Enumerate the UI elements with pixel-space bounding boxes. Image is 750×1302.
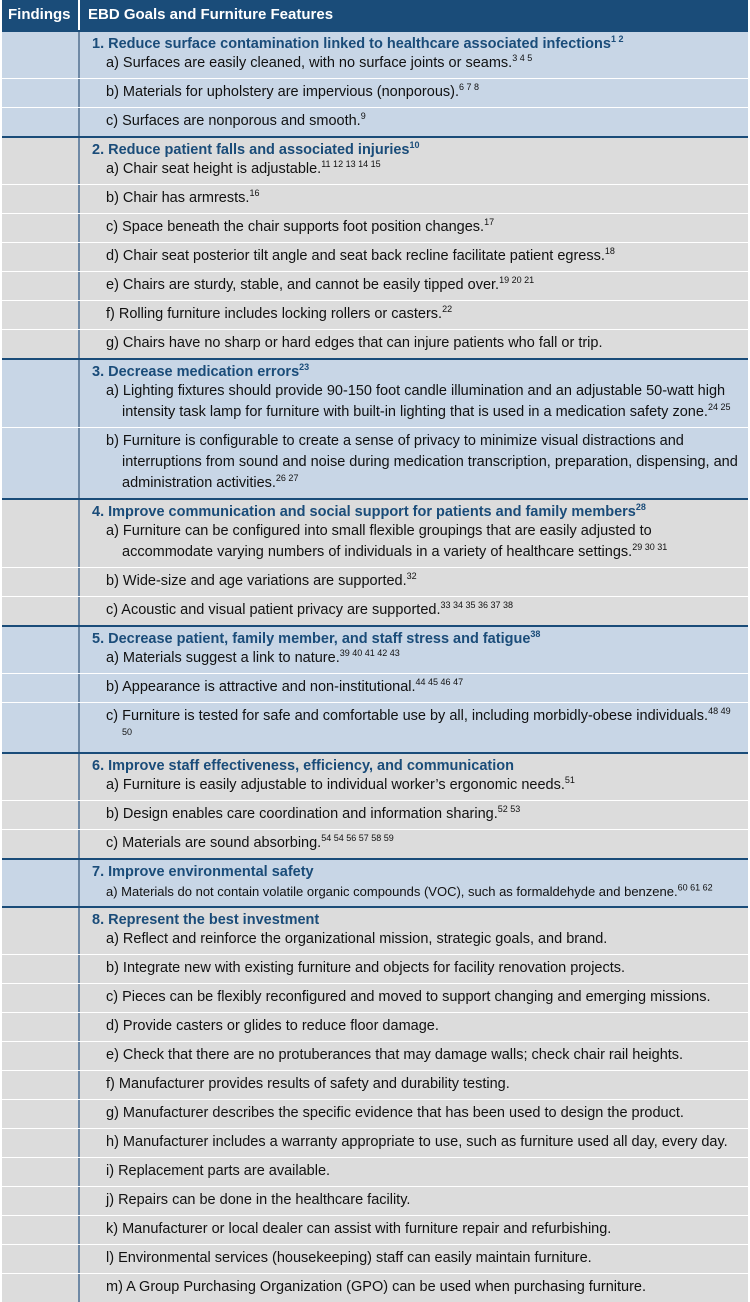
feature-item-text: m) A Group Purchasing Organization (GPO) can be used when purchasing furniture.: [106, 1279, 647, 1295]
feature-item: [86, 1248, 738, 1269]
feature-item-text: e) Chairs are sturdy, stable, and cannot be easily tipped over.: [106, 277, 500, 293]
group-title-text: 8. Represent the best investment: [92, 912, 320, 928]
findings-cell: [2, 1245, 80, 1273]
group-row: [2, 498, 748, 567]
table-body: [2, 30, 748, 1302]
feature-item-body: [106, 804, 738, 825]
group-title-footnote: 28: [635, 502, 646, 513]
feature-item-text: b) Design enables care coordination and information sharing.: [106, 806, 498, 822]
content-cell: [80, 330, 748, 358]
feature-item-body: [106, 571, 738, 592]
feature-item: [86, 648, 738, 669]
content-cell: [80, 1216, 748, 1244]
item-row: [2, 1012, 748, 1041]
feature-item-text: i) Replacement parts are available.: [106, 1163, 331, 1179]
feature-item: [86, 677, 738, 698]
goals-column-header: EBD Goals and Furniture Features: [88, 6, 334, 23]
content-cell: [80, 1100, 748, 1128]
item-row: [2, 1273, 748, 1302]
content-cell: [80, 984, 748, 1012]
content-cell: [80, 754, 748, 800]
feature-item-text: a) Furniture can be configured into small flexible groupings that are easily adjusted to accommodate varying numbers of individuals in a variety of healthcare settings.: [106, 523, 652, 560]
feature-item: [86, 521, 738, 563]
feature-item-body: [106, 333, 738, 354]
findings-cell: [2, 1129, 80, 1157]
findings-cell: [2, 801, 80, 829]
item-row: [2, 213, 748, 242]
findings-cell: [2, 674, 80, 702]
feature-item-body: [106, 1248, 738, 1269]
feature-item: [86, 1161, 738, 1182]
feature-item-text: c) Furniture is tested for safe and comfortable use by all, including morbidly-obese individuals.: [106, 708, 709, 724]
content-cell: [80, 214, 748, 242]
feature-item-body: [106, 275, 738, 296]
feature-item-text: c) Acoustic and visual patient privacy are supported.: [106, 602, 441, 618]
findings-cell: [2, 32, 80, 78]
feature-item: [86, 53, 738, 74]
group-title-text: 7. Improve environmental safety: [92, 864, 314, 880]
group-row: [2, 752, 748, 800]
findings-cell: [2, 1071, 80, 1099]
item-row: [2, 673, 748, 702]
feature-item-footnote: 24 25: [707, 402, 731, 413]
feature-item-footnote: 51: [564, 775, 575, 786]
feature-item-text: c) Space beneath the chair supports foot position changes.: [106, 219, 485, 235]
item-row: [2, 1041, 748, 1070]
findings-cell: [2, 568, 80, 596]
item-row: [2, 329, 748, 358]
feature-item-text: l) Environmental services (housekeeping) staff can easily maintain furniture.: [106, 1250, 592, 1266]
feature-item-body: [106, 188, 738, 209]
feature-item-body: [106, 1132, 738, 1153]
feature-item: [86, 987, 738, 1008]
content-cell: [80, 1071, 748, 1099]
findings-cell: [2, 984, 80, 1012]
findings-cell: [2, 703, 80, 752]
feature-item: [86, 217, 738, 238]
group-title: [86, 863, 738, 881]
feature-item: [86, 1277, 738, 1298]
feature-item-footnote: 6 7 8: [458, 82, 480, 93]
content-cell: [80, 1129, 748, 1157]
feature-item: [86, 82, 738, 103]
feature-item-body: [106, 53, 738, 74]
findings-cell: [2, 500, 80, 567]
findings-cell: [2, 955, 80, 983]
findings-cell: [2, 428, 80, 498]
feature-item-body: [106, 958, 738, 979]
item-row: [2, 1157, 748, 1186]
group-row: [2, 906, 748, 954]
feature-item: [86, 381, 738, 423]
feature-item-footnote: 60 61 62: [677, 882, 713, 893]
feature-item: [86, 333, 738, 354]
content-cell: [80, 674, 748, 702]
feature-item-text: j) Repairs can be done in the healthcare facility.: [106, 1192, 411, 1208]
feature-item-text: a) Surfaces are easily cleaned, with no surface joints or seams.: [106, 55, 513, 71]
feature-item-body: [106, 431, 738, 494]
feature-item-body: [106, 1161, 738, 1182]
content-cell: [80, 908, 748, 954]
item-row: [2, 242, 748, 271]
feature-item-body: [106, 833, 738, 854]
feature-item-footnote: 54 54 56 57 58 59: [321, 833, 394, 844]
feature-item-body: [106, 217, 738, 238]
feature-item-body: [106, 304, 738, 325]
group-title: [86, 503, 738, 521]
feature-item-body: [106, 82, 738, 103]
feature-item-body: [106, 159, 738, 180]
feature-item-body: [106, 648, 738, 669]
group-row: [2, 136, 748, 184]
content-cell: [80, 1274, 748, 1302]
feature-item-footnote: 39 40 41 42 43: [339, 648, 400, 659]
group-title: [86, 911, 738, 929]
feature-item: [86, 1103, 738, 1124]
item-row: [2, 954, 748, 983]
feature-item-body: [106, 775, 738, 796]
feature-item-body: [106, 677, 738, 698]
feature-item-text: a) Lighting fixtures should provide 90-150 foot candle illumination and an adjustable 50-watt high intensity task lamp for furniture with built-in lighting that is used in a medication safety zone.: [106, 383, 726, 420]
feature-item-text: k) Manufacturer or local dealer can assist with furniture repair and refurbishing.: [106, 1221, 612, 1237]
feature-item-footnote: 52 53: [497, 804, 521, 815]
feature-item: [86, 571, 738, 592]
feature-item-text: f) Manufacturer provides results of safety and durability testing.: [106, 1076, 510, 1092]
group-title-text: 4. Improve communication and social support for patients and family members: [92, 504, 636, 520]
feature-item: [86, 600, 738, 621]
content-cell: [80, 138, 748, 184]
findings-cell: [2, 79, 80, 107]
feature-item: [86, 1190, 738, 1211]
feature-item-body: [106, 1277, 738, 1298]
group-title-text: 3. Decrease medication errors: [92, 364, 300, 380]
findings-cell: [2, 860, 80, 906]
item-row: [2, 107, 748, 136]
feature-item-body: [106, 1219, 738, 1240]
feature-item: [86, 958, 738, 979]
item-row: [2, 1244, 748, 1273]
feature-item-text: e) Check that there are no protuberances that may damage walls; check chair rail heights.: [106, 1047, 684, 1063]
content-cell: [80, 801, 748, 829]
feature-item-text: g) Chairs have no sharp or hard edges that can injure patients who fall or trip.: [106, 335, 603, 351]
feature-item: [86, 431, 738, 494]
feature-item-body: [106, 987, 738, 1008]
content-cell: [80, 301, 748, 329]
content-cell: [80, 360, 748, 427]
feature-item-body: [106, 521, 738, 563]
findings-cell: [2, 1158, 80, 1186]
feature-item-text: b) Chair has armrests.: [106, 190, 250, 206]
item-row: [2, 596, 748, 625]
feature-item: [86, 1132, 738, 1153]
item-row: [2, 184, 748, 213]
feature-item-text: c) Surfaces are nonporous and smooth.: [106, 113, 361, 129]
feature-item: [86, 1045, 738, 1066]
item-row: [2, 427, 748, 498]
content-cell: [80, 830, 748, 858]
content-cell: [80, 1042, 748, 1070]
group-title: [86, 141, 738, 159]
content-cell: [80, 500, 748, 567]
findings-cell: [2, 108, 80, 136]
feature-item-text: b) Integrate new with existing furniture and objects for facility renovation projects.: [106, 960, 626, 976]
ebd-table: [2, 0, 748, 1302]
feature-item-body: [106, 111, 738, 132]
findings-cell: [2, 138, 80, 184]
content-cell: [80, 860, 748, 906]
group-title: [86, 757, 738, 775]
feature-item-body: [106, 1074, 738, 1095]
item-row: [2, 1215, 748, 1244]
feature-item-footnote: 18: [604, 246, 615, 257]
findings-cell: [2, 272, 80, 300]
feature-item: [86, 275, 738, 296]
item-row: [2, 1070, 748, 1099]
content-cell: [80, 1245, 748, 1273]
group-title-footnote: 10: [409, 140, 420, 151]
feature-item-footnote: 17: [484, 217, 495, 228]
findings-cell: [2, 627, 80, 673]
feature-item-text: a) Furniture is easily adjustable to individual worker’s ergonomic needs.: [106, 777, 565, 793]
feature-item-footnote: 29 30 31: [632, 542, 668, 553]
feature-item-body: [106, 1103, 738, 1124]
feature-item-body: [106, 706, 738, 748]
group-title-footnote: 1 2: [610, 34, 624, 45]
content-cell: [80, 32, 748, 78]
content-cell: [80, 185, 748, 213]
feature-item-footnote: 48 49 50: [122, 706, 731, 738]
item-row: [2, 78, 748, 107]
feature-item-footnote: 11 12 13 14 15: [321, 159, 381, 170]
feature-item: [86, 111, 738, 132]
group-title-text: 1. Reduce surface contamination linked to healthcare associated infections: [92, 36, 611, 52]
content-cell: [80, 108, 748, 136]
feature-item-footnote: 16: [249, 188, 260, 199]
feature-item-footnote: 26 27: [275, 473, 299, 484]
findings-cell: [2, 1013, 80, 1041]
item-row: [2, 800, 748, 829]
item-row: [2, 300, 748, 329]
findings-cell: [2, 1042, 80, 1070]
feature-item-footnote: 33 34 35 36 37 38: [440, 600, 514, 611]
feature-item-text: c) Pieces can be flexibly reconfigured and moved to support changing and emerging missions.: [106, 989, 711, 1005]
feature-item-footnote: 22: [442, 304, 453, 315]
feature-item-footnote: 19 20 21: [499, 275, 535, 286]
findings-cell: [2, 301, 80, 329]
feature-item-text: g) Manufacturer describes the specific evidence that has been used to design the product.: [106, 1105, 684, 1121]
feature-item-footnote: 9: [360, 111, 366, 122]
feature-item: [86, 246, 738, 267]
feature-item: [86, 929, 738, 950]
group-row: [2, 30, 748, 78]
group-title-text: 6. Improve staff effectiveness, efficiency, and communication: [92, 758, 514, 774]
feature-item: [86, 1016, 738, 1037]
item-row: [2, 567, 748, 596]
group-title-footnote: 38: [530, 629, 541, 640]
content-cell: [80, 568, 748, 596]
item-row: [2, 1186, 748, 1215]
group-title: [86, 630, 738, 648]
item-row: [2, 1099, 748, 1128]
feature-item-text: f) Rolling furniture includes locking rollers or casters.: [106, 306, 443, 322]
feature-item-text: b) Materials for upholstery are impervious (nonporous).: [106, 84, 459, 100]
findings-cell: [2, 214, 80, 242]
findings-cell: [2, 597, 80, 625]
content-cell: [80, 703, 748, 752]
feature-item: [86, 833, 738, 854]
findings-cell: [2, 243, 80, 271]
item-row: [2, 702, 748, 752]
feature-item-body: [106, 1045, 738, 1066]
feature-item-text: h) Manufacturer includes a warranty appropriate to use, such as furniture used all day, every day.: [106, 1134, 728, 1150]
group-title-text: 2. Reduce patient falls and associated injuries: [92, 142, 410, 158]
feature-item-text: d) Provide casters or glides to reduce floor damage.: [106, 1018, 439, 1034]
content-cell: [80, 1158, 748, 1186]
feature-item: [86, 159, 738, 180]
feature-item-text: b) Appearance is attractive and non-institutional.: [106, 679, 416, 695]
findings-cell: [2, 908, 80, 954]
feature-item: [86, 775, 738, 796]
findings-cell: [2, 330, 80, 358]
feature-item-text: a) Chair seat height is adjustable.: [106, 161, 322, 177]
group-row: [2, 625, 748, 673]
findings-cell: [2, 185, 80, 213]
feature-item-text: a) Materials do not contain volatile organic compounds (VOC), such as formaldehyde and benzene.: [106, 884, 678, 899]
feature-item-footnote: 32: [406, 571, 417, 582]
content-cell: [80, 627, 748, 673]
findings-cell: [2, 360, 80, 427]
group-title: [86, 363, 738, 381]
feature-item-footnote: 3 4 5: [512, 53, 533, 64]
feature-item-text: b) Wide-size and age variations are supported.: [106, 573, 407, 589]
feature-item-text: a) Materials suggest a link to nature.: [106, 650, 340, 666]
findings-cell: [2, 1187, 80, 1215]
content-cell: [80, 243, 748, 271]
feature-item-body: [106, 246, 738, 267]
content-cell: [80, 955, 748, 983]
table-header: [2, 0, 748, 30]
group-title: [86, 35, 738, 53]
content-cell: [80, 79, 748, 107]
feature-item-text: c) Materials are sound absorbing.: [106, 835, 322, 851]
feature-item: [86, 881, 738, 902]
group-row: [2, 858, 748, 906]
feature-item-body: [106, 929, 738, 950]
findings-cell: [2, 1216, 80, 1244]
feature-item: [86, 188, 738, 209]
findings-cell: [2, 1274, 80, 1302]
item-row: [2, 983, 748, 1012]
content-cell: [80, 272, 748, 300]
feature-item-text: b) Furniture is configurable to create a sense of privacy to minimize visual distractions and interruptions from sound and noise during medication transcription, preparation, dispensing, and administration activities.: [106, 433, 738, 491]
feature-item-body: [106, 1190, 738, 1211]
feature-item: [86, 706, 738, 748]
findings-column-header: Findings: [2, 0, 80, 30]
group-row: [2, 358, 748, 427]
content-cell: [80, 428, 748, 498]
group-title-footnote: 23: [299, 362, 310, 373]
feature-item-body: [106, 600, 738, 621]
feature-item-text: d) Chair seat posterior tilt angle and seat back recline facilitate patient egress.: [106, 248, 605, 264]
findings-cell: [2, 830, 80, 858]
feature-item-body: [106, 381, 738, 423]
feature-item: [86, 1219, 738, 1240]
feature-item-text: a) Reflect and reinforce the organizational mission, strategic goals, and brand.: [106, 931, 608, 947]
item-row: [2, 271, 748, 300]
content-cell: [80, 597, 748, 625]
feature-item: [86, 304, 738, 325]
content-cell: [80, 1187, 748, 1215]
item-row: [2, 829, 748, 858]
findings-cell: [2, 754, 80, 800]
findings-cell: [2, 1100, 80, 1128]
group-title-text: 5. Decrease patient, family member, and staff stress and fatigue: [92, 631, 531, 647]
item-row: [2, 1128, 748, 1157]
feature-item: [86, 1074, 738, 1095]
feature-item-body: [106, 881, 738, 902]
feature-item-footnote: 44 45 46 47: [415, 677, 464, 688]
content-cell: [80, 1013, 748, 1041]
feature-item-body: [106, 1016, 738, 1037]
feature-item: [86, 804, 738, 825]
